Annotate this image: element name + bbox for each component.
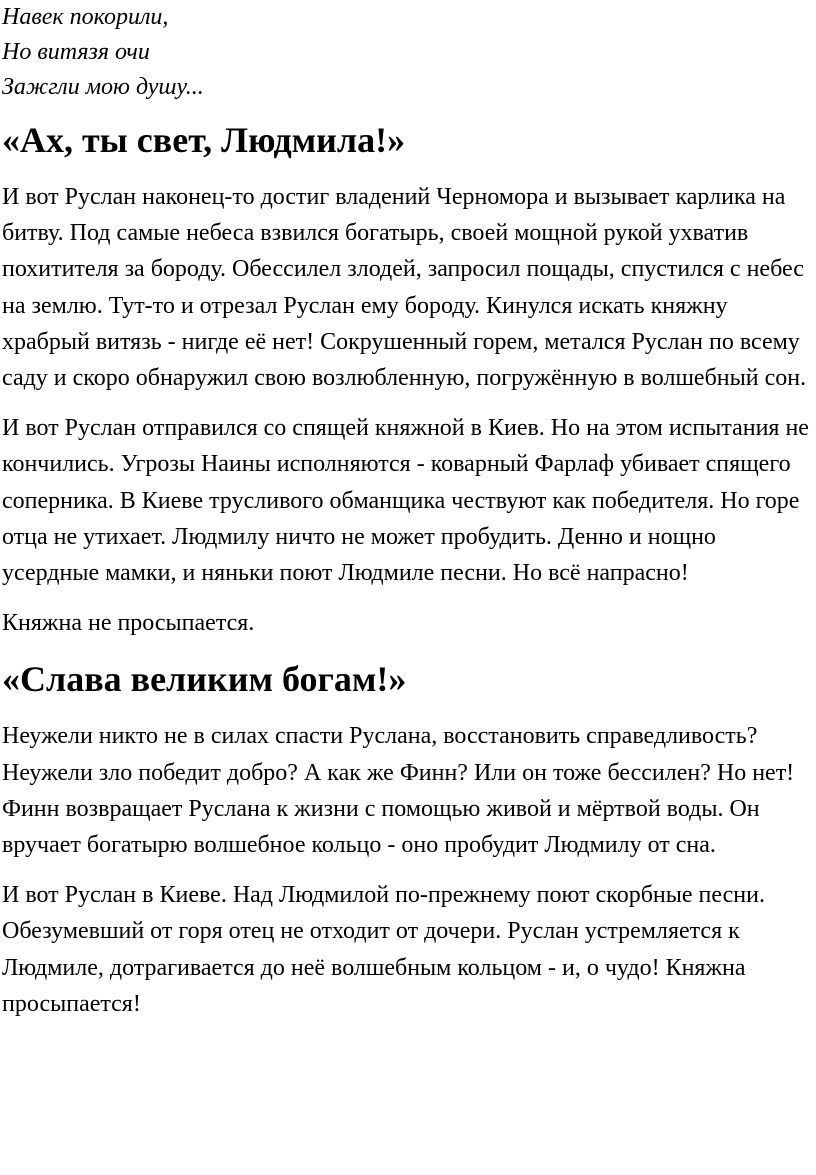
paragraph: И вот Руслан наконец-то достиг владений Черномора и вызывает карлика на битву. Под самые небеса взвился богатырь, своей мощной рукой ухватив похитителя за бороду. Обессилел злодей, запросил пощады, спустился с небес на землю. Тут-то и отрезал Руслан ему бороду. Кинулся искать княжну храбрый витязь - нигде её нет! Сокрушенный горем, метался Руслан по всему саду и скоро обнаружил свою возлюбленную, погружённую в волшебный сон. <box>2 184 807 392</box>
section-heading: «Ах, ты свет, Людмила!» <box>2 120 406 160</box>
paragraph: Княжна не просыпается. <box>2 610 255 637</box>
section-slava-velikim-bogam <box>2 659 812 1022</box>
paragraph: И вот Руслан в Киеве. Над Людмилой по-прежнему поют скорбные песни. Обезумевший от горя отец не отходит от дочери. Руслан устремляется к Людмиле, дотрагивается до неё волшебным кольцом - и, о чудо! Княжна просыпается! <box>2 882 765 1017</box>
poem-line: Навек покорили, <box>2 4 169 30</box>
section-heading: «Слава великим богам!» <box>2 659 407 700</box>
section-ah-ty-svet <box>2 120 812 641</box>
document-page <box>2 0 812 1022</box>
paragraph: Неужели никто не в силах спасти Руслана, восстановить справедливость? Неужели зло победит добро? А как же Финн? Или он тоже бессилен? Но нет! Финн возвращает Руслана к жизни с помощью живой и мёртвой воды. Он вручает богатырю волшебное кольцо - оно пробудит Людмилу от сна. <box>2 723 795 859</box>
poem-line: Зажгли мою душу... <box>2 74 204 100</box>
poem-line: Но витязя очи <box>2 39 150 65</box>
poem-fragment <box>2 0 812 105</box>
paragraph: И вот Руслан отправился со спящей княжной в Киев. Но на этом испытания не кончились. Угрозы Наины исполняются - коварный Фарлаф убивает спящего соперника. В Киеве трусливого обманщика чествуют как победителя. Но горе отца не утихает. Людмилу ничто не может пробудить. Денно и нощно усердные мамки, и няньки поют Людмиле песни. Но всё напрасно! <box>2 415 809 587</box>
